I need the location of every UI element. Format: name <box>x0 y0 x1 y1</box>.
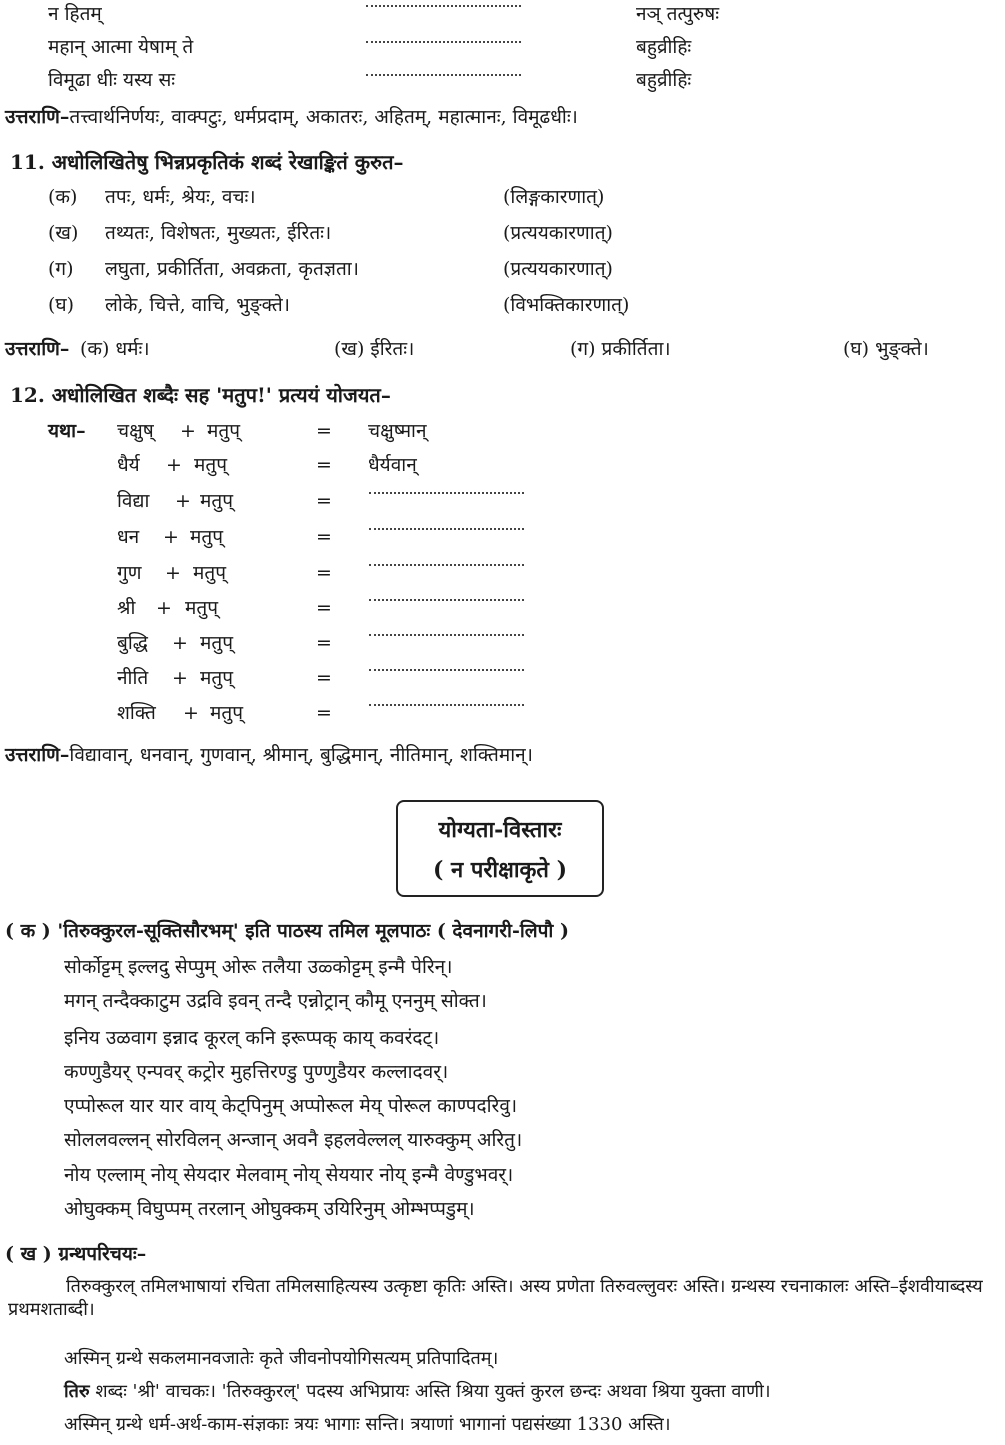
answer-blank <box>369 492 524 494</box>
suffix: मतुप् <box>200 632 233 654</box>
item-marker: (ख) <box>48 222 79 244</box>
base-word: नीति <box>117 667 149 689</box>
plus-sign: + <box>165 562 181 584</box>
tiru-explanation: शब्दः 'श्री' वाचकः। 'तिरुक्कुरल्' पदस्य अभिप्रायः अस्ति श्रिया युक्तं कुरल छन्दः अथवा श्रिया युक्ता वाणी। <box>89 1381 771 1402</box>
answer-blank <box>366 5 521 7</box>
verse-line: नोय एल्लाम् नोय् सेयदार मेलवाम् नोय् सेययार नोय् इन्मै वेण्डुभवर्। <box>64 1164 514 1186</box>
answers-label: उत्तराणि– <box>5 744 70 766</box>
plus-sign: + <box>180 420 196 442</box>
base-word: चक्षुष् <box>117 420 154 442</box>
suffix: मतुप् <box>200 667 233 689</box>
base-word: धन <box>117 526 140 548</box>
result: धैर्यवान् <box>368 454 417 476</box>
equals-sign: = <box>316 597 332 619</box>
equals-sign: = <box>316 632 332 654</box>
base-word: धैर्य <box>117 454 140 476</box>
equals-sign: = <box>316 562 332 584</box>
granth-para-4: अस्मिन् ग्रन्थे धर्म-अर्थ-काम-संज्ञकाः त्रयः भागाः सन्ति। त्रयाणां भागानां पद्यसंख्या 1330 अस्ति। <box>64 1414 671 1435</box>
granth-para-3 <box>64 1383 771 1401</box>
item-words: तपः, धर्मः, श्रेयः, वचः। <box>105 186 256 208</box>
base-word: विद्या <box>117 490 150 512</box>
base-word: शक्ति <box>117 702 156 724</box>
answer-blank <box>369 564 524 566</box>
extension-subtitle: ( न परीक्षाकृते ) <box>432 857 568 883</box>
item-reason: (लिङ्गकारणात्) <box>503 186 605 208</box>
answer-item: (ग) प्रकीर्तिता। <box>570 338 671 360</box>
granth-intro-para: तिरुक्कुरल् तमिलभाषायां रचिता तमिलसाहित्यस्य उत्कृष्टा कृतिः अस्ति। अस्य प्रणेता तिरुवल्लुवरः अस्ति। ग्रन्थस्य रचनाकालः अस्ति–ईशवीयाब्दस्य प्रथमशताब्दी। <box>8 1276 983 1321</box>
answer-blank <box>366 74 521 76</box>
suffix: मतुप् <box>200 490 233 512</box>
answers-text: तत्त्वार्थनिर्णयः, वाक्पटुः, धर्मप्रदाम्, अकातरः, अहितम्, महात्मानः, विमूढधीः। <box>69 106 578 128</box>
answer-item: (ख) ईरितः। <box>334 338 415 360</box>
verse-line: ओघुक्कम् विघुप्पम् तरलान् ओघुक्कम् उयिरिनुम् ओम्भप्पडुम्। <box>64 1198 475 1220</box>
suffix: मतुप् <box>190 526 223 548</box>
suffix: मतुप् <box>194 454 227 476</box>
tiru-bold: तिरु <box>64 1381 90 1402</box>
item-marker: (ग) <box>48 258 74 280</box>
answer-blank <box>369 528 524 530</box>
item-marker: (क) <box>48 186 78 208</box>
verse-line: सोललवल्लन् सोरविलन् अन्जान् अवनै इहलवेल्लल् यारुक्कुम् अरितु। <box>64 1129 523 1151</box>
base-word: श्री <box>117 597 136 619</box>
verse-line: मगन् तन्दैक्काटुम उद्रवि इवन् तन्दै एन्नोट्रान् कौमू एननुम् सोक्त। <box>64 990 487 1012</box>
suffix: मतुप् <box>193 562 226 584</box>
answer-blank <box>366 41 521 43</box>
answer-blank <box>369 634 524 636</box>
item-marker: (घ) <box>48 294 75 316</box>
answers-text: विद्यावान्, धनवान्, गुणवान्, श्रीमान्, बुद्धिमान्, नीतिमान्, शक्तिमान्। <box>69 744 533 766</box>
base-word: गुण <box>117 562 142 584</box>
example-label: यथा– <box>48 420 86 442</box>
samasa-type: बहुव्रीहिः <box>636 69 692 91</box>
equals-sign: = <box>316 454 332 476</box>
granth-para-2: अस्मिन् ग्रन्थे सकलमानवजातेः कृते जीवनोपयोगिसत्यम् प्रतिपादितम्। <box>64 1348 499 1369</box>
answers-label: उत्तराणि– <box>5 338 70 360</box>
equals-sign: = <box>316 702 332 724</box>
answer-blank <box>369 669 524 671</box>
extension-heading-box <box>396 800 604 897</box>
verse-line: इनिय उळवाग इन्नाद कूरल् कनि इरूप्पक् काय् कवरंदट्। <box>64 1027 440 1049</box>
vigraha-text: न हितम् <box>48 3 102 25</box>
item-words: लोके, चित्ते, वाचि, भुङ्क्ते। <box>105 294 290 316</box>
equals-sign: = <box>316 526 332 548</box>
answers-line <box>5 108 578 127</box>
equals-sign: = <box>316 420 332 442</box>
vigraha-text: महान् आत्मा येषाम् ते <box>48 36 194 58</box>
equals-sign: = <box>316 667 332 689</box>
samasa-type: नञ् तत्पुरुषः <box>636 3 720 25</box>
samasa-type: बहुव्रीहिः <box>636 36 692 58</box>
result: चक्षुष्मान् <box>368 420 427 442</box>
q12-answers <box>5 746 533 765</box>
section-kha-heading: ( ख ) ग्रन्थपरिचयः– <box>5 1243 147 1265</box>
item-reason: (प्रत्ययकारणात्) <box>503 258 613 280</box>
answer-blank <box>369 704 524 706</box>
verse-line: एप्पोरूल यार यार वाय् केट्पिनुम् अप्पोरूल मेय् पोरूल काण्पदरिवु। <box>64 1095 518 1117</box>
plus-sign: + <box>166 454 182 476</box>
answer-item: (घ) भुङ्क्ते। <box>843 338 929 360</box>
plus-sign: + <box>172 667 188 689</box>
item-reason: (प्रत्ययकारणात्) <box>503 222 613 244</box>
vigraha-text: विमूढा धीः यस्य सः <box>48 69 176 91</box>
extension-title: योग्यता-विस्तारः <box>438 817 562 843</box>
answer-item: (क) धर्मः। <box>80 338 150 360</box>
question-12-heading: 12. अधोलिखित शब्दैः सह 'मतुप!' प्रत्ययं योजयत– <box>10 383 391 407</box>
plus-sign: + <box>163 526 179 548</box>
suffix: मतुप् <box>185 597 218 619</box>
item-reason: (विभक्तिकारणात्) <box>503 294 630 316</box>
base-word: बुद्धि <box>117 632 148 654</box>
section-ka-heading: ( क ) 'तिरुक्कुरल-सूक्तिसौरभम्' इति पाठस्य तमिल मूलपाठः ( देवनागरी-लिपौ ) <box>5 920 569 942</box>
verse-line: कण्णुडैयर् एन्पवर् कट्रोर मुहत्तिरण्डु पुण्णुडैयर कल्लादवर्। <box>64 1061 449 1083</box>
question-11-heading: 11. अधोलिखितेषु भिन्नप्रकृतिकं शब्दं रेखाङ्कितं कुरुत– <box>10 150 404 174</box>
plus-sign: + <box>183 702 199 724</box>
plus-sign: + <box>172 632 188 654</box>
plus-sign: + <box>175 490 191 512</box>
answers-label: उत्तराणि– <box>5 106 70 128</box>
item-words: तथ्यतः, विशेषतः, मुख्यतः, ईरितः। <box>105 222 332 244</box>
suffix: मतुप् <box>210 702 243 724</box>
answer-blank <box>369 599 524 601</box>
equals-sign: = <box>316 490 332 512</box>
item-words: लघुता, प्रकीर्तिता, अवक्रता, कृतज्ञता। <box>105 258 359 280</box>
suffix: मतुप् <box>207 420 240 442</box>
verse-line: सोर्कोट्टम् इल्लदु सेप्पुम् ओरू तलैया उळ्कोट्टम् इन्मै पेरिन्। <box>64 956 453 978</box>
plus-sign: + <box>156 597 172 619</box>
